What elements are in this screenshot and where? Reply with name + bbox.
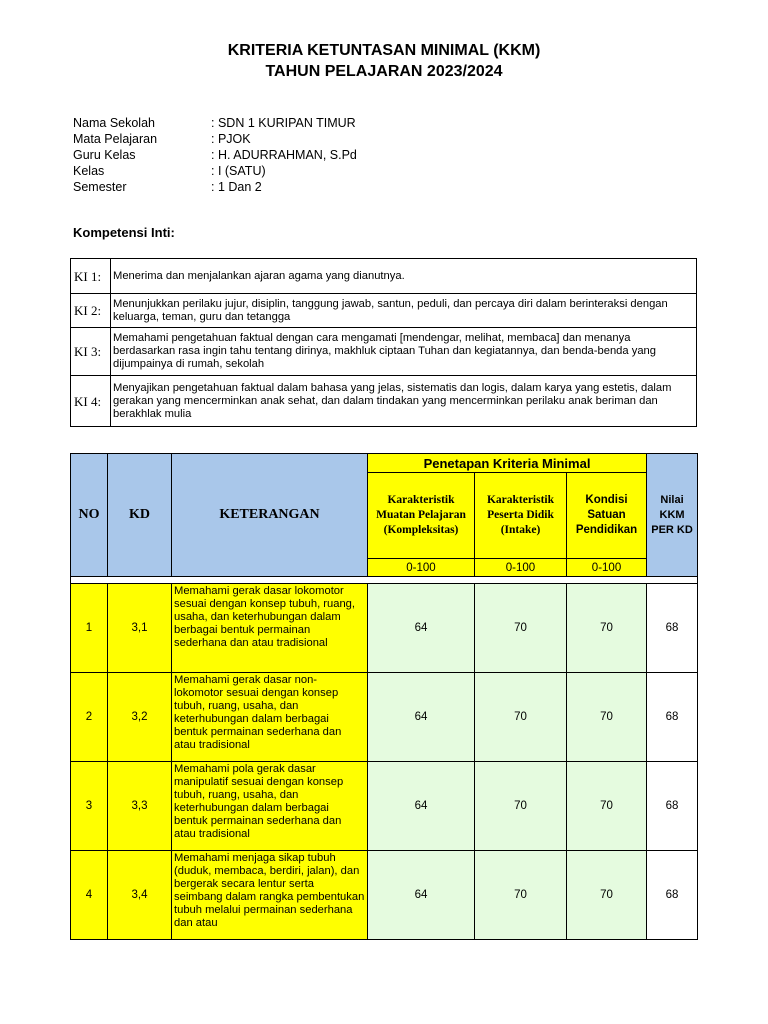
ki-row <box>71 294 697 328</box>
header-kondisi: Kondisi Satuan Pendidikan <box>567 473 647 559</box>
school-info <box>73 115 357 195</box>
cell-kompleksitas: 64 <box>368 584 475 673</box>
info-value: : I (SATU) <box>211 163 266 179</box>
info-label: Semester <box>73 180 127 194</box>
ki-code: KI 3: <box>71 328 111 376</box>
cell-no: 1 <box>71 584 108 673</box>
header-nilai-kkm: Nilai KKM PER KD <box>647 454 698 577</box>
document-subtitle: TAHUN PELAJARAN 2023/2024 <box>265 63 503 80</box>
range-intake: 0-100 <box>475 559 567 577</box>
cell-intake: 70 <box>475 762 567 851</box>
info-label: Kelas <box>73 164 105 178</box>
cell-intake: 70 <box>475 584 567 673</box>
cell-kondisi: 70 <box>567 851 647 940</box>
ki-text: Menunjukkan perilaku jujur, disiplin, tanggung jawab, santun, peduli, dan percaya diri dalam berinteraksi dengan keluarga, teman, guru dan tetangga <box>111 294 697 328</box>
cell-keterangan: Memahami gerak dasar non-lokomotor sesuai dengan konsep tubuh, ruang, usaha, dan keterhubungan dalam berbagai bentuk permainan sederhana dan atau tradisional <box>172 673 368 762</box>
header-penetapan: Penetapan Kriteria Minimal <box>368 454 647 473</box>
kkm-table <box>70 453 698 940</box>
ki-code: KI 1: <box>71 259 111 294</box>
cell-kompleksitas: 64 <box>368 851 475 940</box>
spacer-cell <box>71 577 698 584</box>
document-title: KRITERIA KETUNTASAN MINIMAL (KKM) <box>227 42 541 59</box>
info-value: : 1 Dan 2 <box>211 179 262 195</box>
range-kompleksitas: 0-100 <box>368 559 475 577</box>
range-kondisi: 0-100 <box>567 559 647 577</box>
table-row <box>71 584 698 673</box>
cell-no: 3 <box>71 762 108 851</box>
cell-kd: 3,3 <box>108 762 172 851</box>
ki-code: KI 4: <box>71 376 111 427</box>
cell-kondisi: 70 <box>567 762 647 851</box>
cell-kompleksitas: 64 <box>368 673 475 762</box>
info-label: Nama Sekolah <box>73 116 155 130</box>
ki-row <box>71 376 697 427</box>
cell-kd: 3,2 <box>108 673 172 762</box>
info-value: : PJOK <box>211 131 251 147</box>
header-row <box>71 454 698 473</box>
table-row <box>71 673 698 762</box>
info-row-semester <box>73 179 357 195</box>
info-row-school <box>73 115 357 131</box>
cell-kompleksitas: 64 <box>368 762 475 851</box>
header-keterangan: KETERANGAN <box>172 454 368 577</box>
ki-row <box>71 328 697 376</box>
header-intake: Karakteristik Peserta Didik (Intake) <box>475 473 567 559</box>
header-no: NO <box>71 454 108 577</box>
ki-row <box>71 259 697 294</box>
cell-keterangan: Memahami gerak dasar lokomotor sesuai dengan konsep tubuh, ruang, usaha, dan keterhubungan dalam berbagai bentuk permainan sederhana dan atau tradisional <box>172 584 368 673</box>
cell-nilai-kkm: 68 <box>647 673 698 762</box>
cell-intake: 70 <box>475 851 567 940</box>
ki-heading: Kompetensi Inti: <box>73 225 175 240</box>
header-kd: KD <box>108 454 172 577</box>
info-value: : SDN 1 KURIPAN TIMUR <box>211 115 356 131</box>
cell-kd: 3,4 <box>108 851 172 940</box>
info-row-class <box>73 163 357 179</box>
cell-kondisi: 70 <box>567 584 647 673</box>
cell-intake: 70 <box>475 673 567 762</box>
info-row-subject <box>73 131 357 147</box>
table-row <box>71 762 698 851</box>
cell-no: 2 <box>71 673 108 762</box>
spacer-row <box>71 577 698 584</box>
ki-text: Memahami pengetahuan faktual dengan cara mengamati [mendengar, melihat, membaca] dan menanya berdasarkan rasa ingin tahu tentang dirinya, makhluk ciptaan Tuhan dan kegiatannya, dan benda-benda yang dijumpainya di rumah, sekolah <box>111 328 697 376</box>
info-value: : H. ADURRAHMAN, S.Pd <box>211 147 357 163</box>
cell-nilai-kkm: 68 <box>647 584 698 673</box>
cell-keterangan: Memahami menjaga sikap tubuh (duduk, membaca, berdiri, jalan), dan bergerak secara lentur serta seimbang dalam rangka pembentukan tubuh melalui permainan sederhana dan atau <box>172 851 368 940</box>
header-kompleksitas: Karakteristik Muatan Pelajaran (Kompleksitas) <box>368 473 475 559</box>
ki-text: Menyajikan pengetahuan faktual dalam bahasa yang jelas, sistematis dan logis, dalam karya yang estetis, dalam gerakan yang mencerminkan anak sehat, dan dalam tindakan yang mencerminkan perilaku anak beriman dan berakhlak mulia <box>111 376 697 427</box>
ki-text: Menerima dan menjalankan ajaran agama yang dianutnya. <box>111 259 697 294</box>
info-label: Guru Kelas <box>73 148 136 162</box>
table-row <box>71 851 698 940</box>
ki-code: KI 2: <box>71 294 111 328</box>
cell-nilai-kkm: 68 <box>647 851 698 940</box>
cell-keterangan: Memahami pola gerak dasar manipulatif sesuai dengan konsep tubuh, ruang, usaha, dan keterhubungan dalam berbagai bentuk permainan sederhana dan atau tradisional <box>172 762 368 851</box>
info-row-teacher <box>73 147 357 163</box>
cell-kondisi: 70 <box>567 673 647 762</box>
cell-kd: 3,1 <box>108 584 172 673</box>
ki-table <box>70 258 697 427</box>
cell-no: 4 <box>71 851 108 940</box>
info-label: Mata Pelajaran <box>73 132 158 146</box>
cell-nilai-kkm: 68 <box>647 762 698 851</box>
